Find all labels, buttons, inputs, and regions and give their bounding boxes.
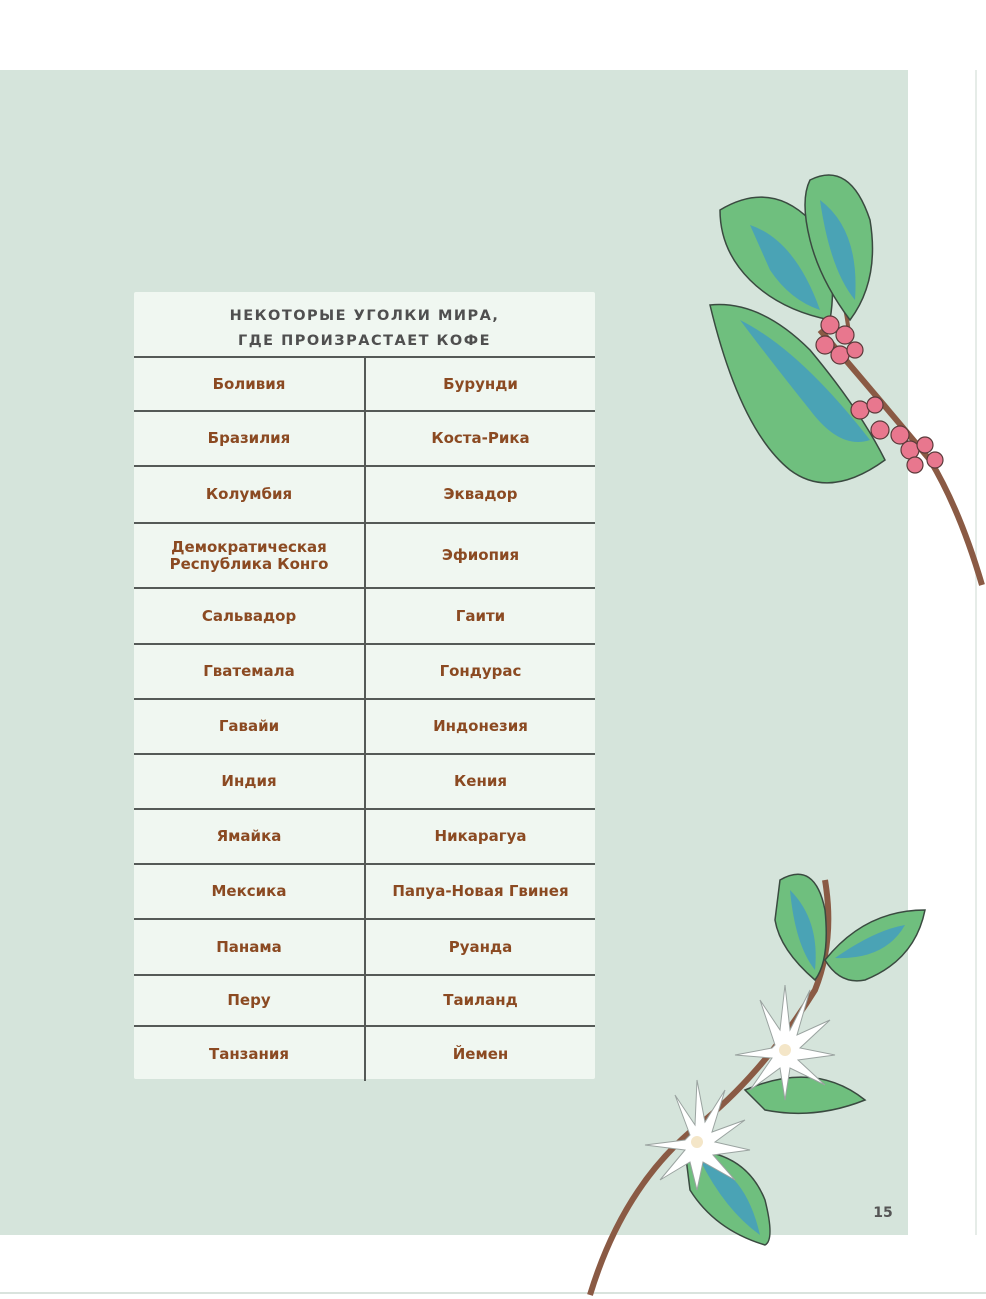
country-cell: Руанда xyxy=(366,920,595,976)
country-cell: Папуа-Новая Гвинея xyxy=(366,865,595,920)
country-cell: Индия xyxy=(134,755,366,810)
country-cell: Эфиопия xyxy=(366,524,595,589)
country-cell: Гондурас xyxy=(366,645,595,700)
country-grid xyxy=(134,356,595,1081)
country-cell: Демократическая Республика Конго xyxy=(134,524,366,589)
country-cell: Бразилия xyxy=(134,412,366,467)
country-cell: Эквадор xyxy=(366,467,595,524)
country-cell: Йемен xyxy=(452,1044,509,1063)
country-cell: Мексика xyxy=(134,865,366,920)
country-cell: Бурунди xyxy=(366,358,595,412)
country-cell: Индонезия xyxy=(366,700,595,755)
country-cell: Гавайи xyxy=(134,700,366,755)
country-cell: Сальвадор xyxy=(134,589,366,645)
country-cell: Колумбия xyxy=(134,467,366,524)
country-cell: Танзания xyxy=(134,1027,366,1081)
coffee-countries-table xyxy=(134,292,595,1079)
table-title-line-1: НЕКОТОРЫЕ УГОЛКИ МИРА, xyxy=(229,308,500,324)
coffee-branch-flowers-illustration xyxy=(585,850,935,1299)
country-cell: Боливия xyxy=(134,358,366,412)
country-cell: Кения xyxy=(366,755,595,810)
country-cell: Никарагуа xyxy=(366,810,595,865)
country-cell: Таиланд xyxy=(366,976,595,1027)
country-cell: Ямайка xyxy=(134,810,366,865)
country-cell: Перу xyxy=(134,976,366,1027)
country-cell: Панама xyxy=(134,920,366,976)
country-cell: Коста-Рика xyxy=(366,412,595,467)
coffee-branch-berries-illustration xyxy=(700,160,986,590)
country-cell: Гаити xyxy=(366,589,595,645)
page-number: 15 xyxy=(873,1205,893,1221)
country-cell: Гватемала xyxy=(134,645,366,700)
table-title-line-2: ГДЕ ПРОИЗРАСТАЕТ КОФЕ xyxy=(237,333,492,349)
table-title xyxy=(134,304,595,354)
